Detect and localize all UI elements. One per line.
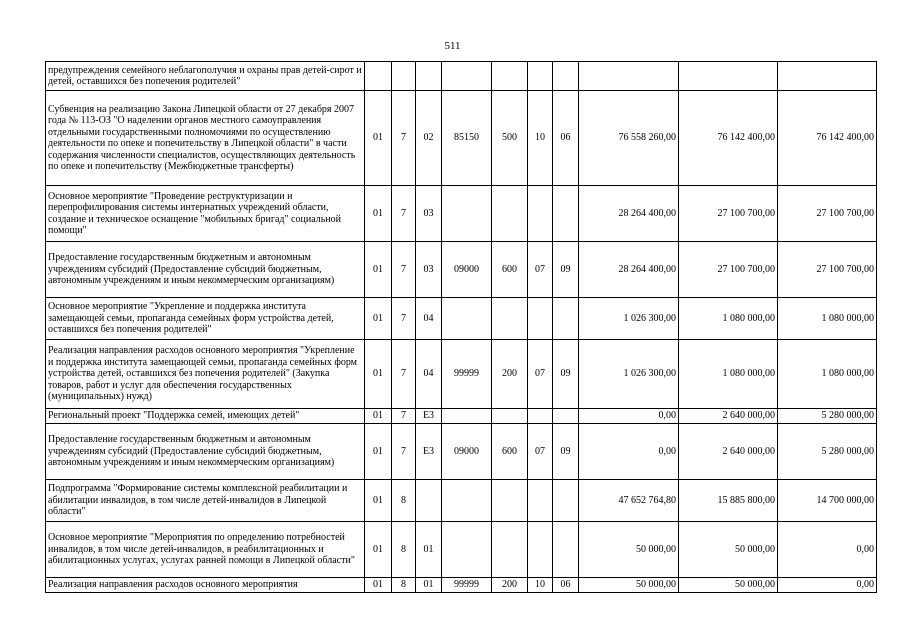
code-1: 01 <box>365 424 392 480</box>
amount-1: 47 652 764,80 <box>579 480 679 522</box>
code-5 <box>492 522 528 578</box>
row-name: Основное мероприятие "Проведение реструктуризации и перепрофилирования системы интернатных учреждений области, создание и техническое оснащение "мобильных бригад" социальной помощи" <box>46 186 365 242</box>
row-name: предупреждения семейного неблагополучия и охраны прав детей-сирот и детей, оставшихся без попечения родителей" <box>46 62 365 91</box>
code-3: 01 <box>416 578 442 593</box>
amount-3: 5 280 000,00 <box>778 409 877 424</box>
code-7: 06 <box>553 578 579 593</box>
amount-1: 1 026 300,00 <box>579 340 679 409</box>
row-name: Основное мероприятие "Укрепление и поддержка института замещающей семьи, пропаганда семейных форм устройства детей, оставшихся без попечения родителей" <box>46 298 365 340</box>
code-3: 04 <box>416 298 442 340</box>
code-3: 03 <box>416 242 442 298</box>
amount-1: 0,00 <box>579 424 679 480</box>
row-name: Реализация направления расходов основного мероприятия <box>46 578 365 593</box>
code-1: 01 <box>365 522 392 578</box>
amount-1: 50 000,00 <box>579 522 679 578</box>
code-2: 7 <box>392 340 416 409</box>
code-3: 01 <box>416 522 442 578</box>
code-5: 200 <box>492 578 528 593</box>
code-7 <box>553 186 579 242</box>
code-1: 01 <box>365 186 392 242</box>
page-number: 511 <box>444 40 461 52</box>
code-5: 600 <box>492 242 528 298</box>
code-7: 09 <box>553 242 579 298</box>
row-name: Основное мероприятие "Мероприятия по определению потребностей инвалидов, в том числе детей-инвалидов, в реабилитационных и абилитационных услугах, услугах ранней помощи в Липецкой области" <box>46 522 365 578</box>
row-name: Субвенция на реализацию Закона Липецкой области от 27 декабря 2007 года № 113-ОЗ "О наделении органов местного самоуправления отдельными государственными полномочиями по осуществлению деятельности по опеке и попечительству в Липецкой области" в части содержания численности специалистов, осуществляющих деятельность по опеке и попечительству (Межбюджетные трансферты) <box>46 91 365 186</box>
amount-2: 2 640 000,00 <box>679 424 778 480</box>
code-7: 09 <box>553 424 579 480</box>
code-4 <box>442 186 492 242</box>
code-2: 7 <box>392 186 416 242</box>
amount-3 <box>778 62 877 91</box>
code-5 <box>492 480 528 522</box>
amount-3: 0,00 <box>778 522 877 578</box>
code-2: 7 <box>392 91 416 186</box>
code-5 <box>492 298 528 340</box>
code-7 <box>553 409 579 424</box>
code-3: 03 <box>416 186 442 242</box>
code-6: 07 <box>528 424 553 480</box>
table-row <box>46 578 877 593</box>
row-name: Региональный проект "Поддержка семей, имеющих детей" <box>46 409 365 424</box>
code-6: 10 <box>528 578 553 593</box>
amount-3: 27 100 700,00 <box>778 186 877 242</box>
code-4 <box>442 62 492 91</box>
code-5 <box>492 409 528 424</box>
code-6 <box>528 298 553 340</box>
amount-2: 50 000,00 <box>679 522 778 578</box>
code-4 <box>442 409 492 424</box>
table-row <box>46 340 877 409</box>
code-6: 07 <box>528 340 553 409</box>
amount-2: 15 885 800,00 <box>679 480 778 522</box>
amount-1: 1 026 300,00 <box>579 298 679 340</box>
amount-3: 27 100 700,00 <box>778 242 877 298</box>
table-row <box>46 91 877 186</box>
code-3: Е3 <box>416 424 442 480</box>
code-7: 09 <box>553 340 579 409</box>
amount-2: 1 080 000,00 <box>679 298 778 340</box>
table-row <box>46 186 877 242</box>
code-4: 09000 <box>442 424 492 480</box>
code-4 <box>442 480 492 522</box>
code-4: 99999 <box>442 578 492 593</box>
row-name: Предоставление государственным бюджетным и автономным учреждениям субсидий (Предоставление субсидий бюджетным, автономным учреждениям и иным некоммерческим организациям) <box>46 424 365 480</box>
code-1: 01 <box>365 91 392 186</box>
amount-3: 0,00 <box>778 578 877 593</box>
table-row <box>46 62 877 91</box>
code-6 <box>528 522 553 578</box>
code-6 <box>528 409 553 424</box>
amount-1: 0,00 <box>579 409 679 424</box>
table-row <box>46 409 877 424</box>
code-4 <box>442 298 492 340</box>
code-7 <box>553 62 579 91</box>
amount-1: 76 558 260,00 <box>579 91 679 186</box>
amount-3: 1 080 000,00 <box>778 340 877 409</box>
code-2: 7 <box>392 424 416 480</box>
code-4: 09000 <box>442 242 492 298</box>
code-2: 7 <box>392 298 416 340</box>
amount-2: 1 080 000,00 <box>679 340 778 409</box>
amount-2 <box>679 62 778 91</box>
code-1: 01 <box>365 298 392 340</box>
amount-3: 76 142 400,00 <box>778 91 877 186</box>
budget-table <box>45 61 877 593</box>
code-2: 8 <box>392 522 416 578</box>
amount-2: 27 100 700,00 <box>679 186 778 242</box>
code-4: 85150 <box>442 91 492 186</box>
code-6 <box>528 62 553 91</box>
amount-2: 50 000,00 <box>679 578 778 593</box>
code-1: 01 <box>365 340 392 409</box>
code-5 <box>492 186 528 242</box>
table-row <box>46 242 877 298</box>
table-row <box>46 424 877 480</box>
code-6: 07 <box>528 242 553 298</box>
amount-3: 1 080 000,00 <box>778 298 877 340</box>
code-4: 99999 <box>442 340 492 409</box>
code-4 <box>442 522 492 578</box>
code-6 <box>528 186 553 242</box>
row-name: Реализация направления расходов основного мероприятия "Укрепление и поддержка института замещающей семьи, пропаганда семейных форм устройства детей, оставшихся без попечения родителей" (Закупка товаров, работ и услуг для обеспечения государственных (муниципальных) нужд) <box>46 340 365 409</box>
amount-1: 50 000,00 <box>579 578 679 593</box>
code-7 <box>553 298 579 340</box>
amount-1: 28 264 400,00 <box>579 242 679 298</box>
code-1 <box>365 62 392 91</box>
code-2: 8 <box>392 480 416 522</box>
amount-2: 2 640 000,00 <box>679 409 778 424</box>
amount-1: 28 264 400,00 <box>579 186 679 242</box>
amount-1 <box>579 62 679 91</box>
table-row <box>46 522 877 578</box>
code-3: 04 <box>416 340 442 409</box>
code-1: 01 <box>365 242 392 298</box>
code-2: 7 <box>392 242 416 298</box>
amount-3: 5 280 000,00 <box>778 424 877 480</box>
code-7: 06 <box>553 91 579 186</box>
code-1: 01 <box>365 480 392 522</box>
code-5: 500 <box>492 91 528 186</box>
code-3: Е3 <box>416 409 442 424</box>
code-7 <box>553 522 579 578</box>
row-name: Предоставление государственным бюджетным и автономным учреждениям субсидий (Предоставление субсидий бюджетным, автономным учреждениям и иным некоммерческим организациям) <box>46 242 365 298</box>
code-7 <box>553 480 579 522</box>
code-1: 01 <box>365 409 392 424</box>
code-3: 02 <box>416 91 442 186</box>
amount-2: 27 100 700,00 <box>679 242 778 298</box>
code-5: 600 <box>492 424 528 480</box>
code-2: 8 <box>392 578 416 593</box>
code-6: 10 <box>528 91 553 186</box>
table-row <box>46 298 877 340</box>
code-5: 200 <box>492 340 528 409</box>
code-3 <box>416 480 442 522</box>
row-name: Подпрограмма "Формирование системы комплексной реабилитации и абилитации инвалидов, в том числе детей-инвалидов в Липецкой области" <box>46 480 365 522</box>
table-row <box>46 480 877 522</box>
code-2 <box>392 62 416 91</box>
code-1: 01 <box>365 578 392 593</box>
amount-3: 14 700 000,00 <box>778 480 877 522</box>
code-6 <box>528 480 553 522</box>
amount-2: 76 142 400,00 <box>679 91 778 186</box>
code-3 <box>416 62 442 91</box>
code-2: 7 <box>392 409 416 424</box>
code-5 <box>492 62 528 91</box>
